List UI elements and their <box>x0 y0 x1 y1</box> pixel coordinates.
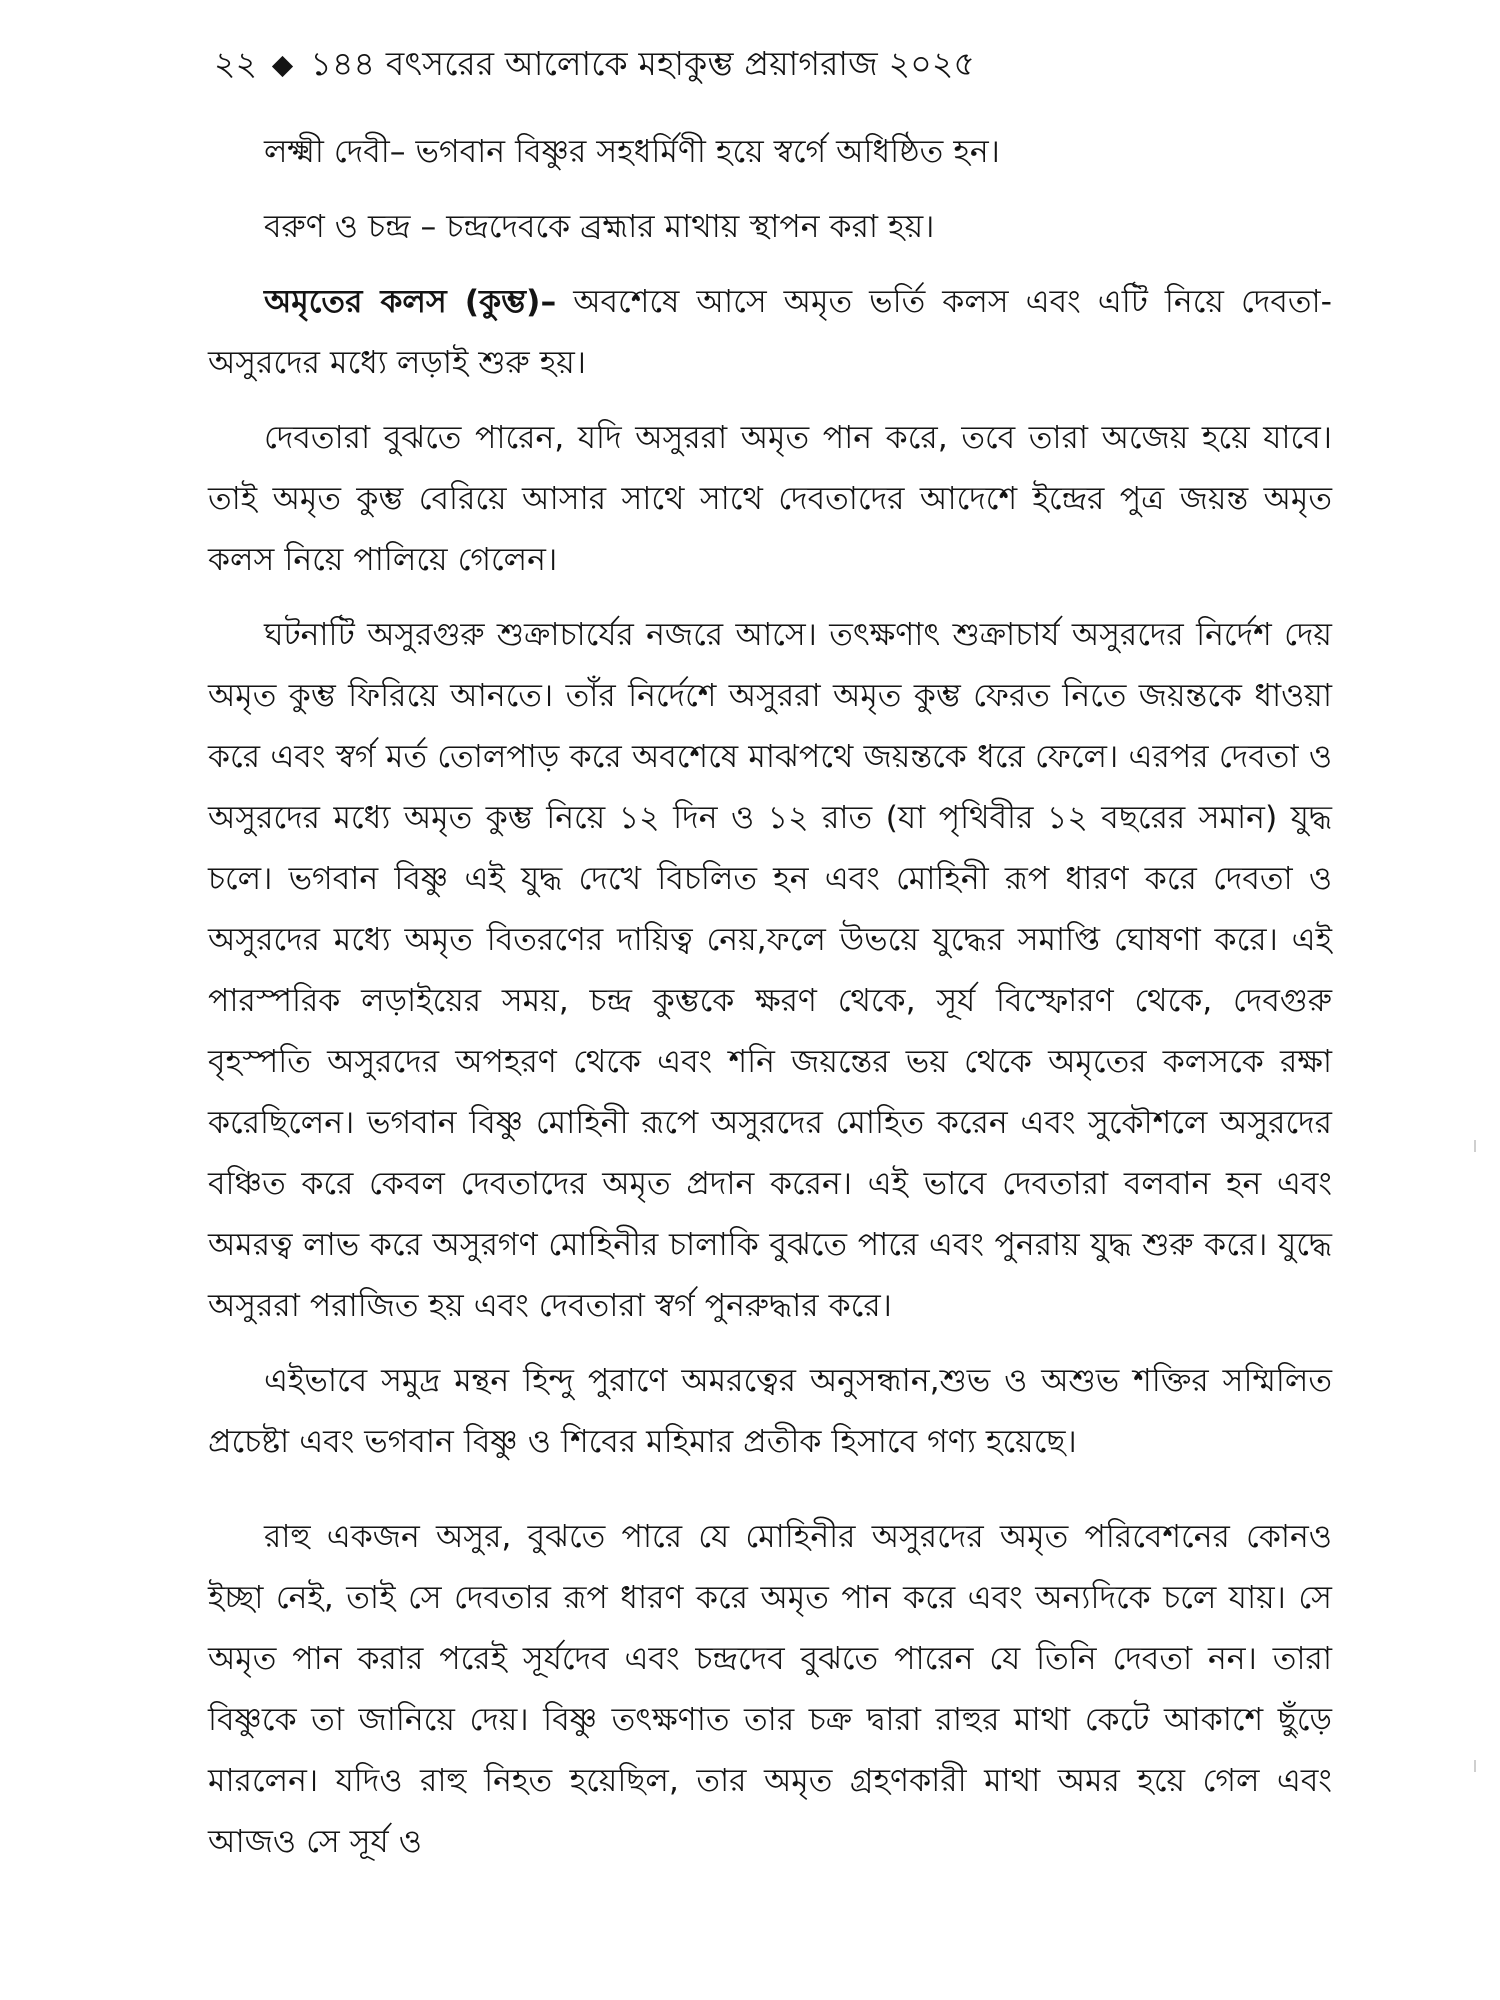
book-title: ১৪৪ বৎসরের আলোকে মহাকুম্ভ প্রয়াগরাজ ২০২৫ <box>310 44 976 83</box>
paragraph-rahu <box>208 1507 1332 1873</box>
paragraph-amrit-kalash <box>208 272 1332 394</box>
paragraph-text: অবশেষে আসে অমৃত ভর্তি কলস এবং এটি নিয়ে দেবতা-অসুরদের মধ্যে লড়াই শুরু হয়। <box>208 284 1332 381</box>
paragraph-samudra-manthan-summary <box>208 1351 1332 1473</box>
paragraph-varun-chandra <box>208 197 1332 258</box>
scan-speck <box>1474 1760 1476 1772</box>
body-text <box>208 122 1332 1887</box>
paragraph-shukracharya-war <box>208 605 1332 1337</box>
paragraph-text: রাহু একজন অসুর, বুঝতে পারে যে মোহিনীর অসুরদের অমৃত পরিবেশনের কোনও ইচ্ছা নেই, তাই সে দেবতার রূপ ধারণ করে অমৃত পান করে এবং অন্যদিকে চলে যায়। সে অমৃত পান করার পরেই সূর্যদেব এবং চন্দ্রদেব বুঝতে পারেন যে তিনি দেবতা নন। তারা বিষ্ণুকে তা জানিয়ে দেয়। বিষ্ণু তৎক্ষণাত তার চক্র দ্বারা রাহুর মাথা কেটে আকাশে ছুঁড়ে মারলেন। যদিও রাহু নিহত হয়েছিল, তার অমৃত গ্রহণকারী মাথা অমর হয়ে গেল এবং আজও সে সূর্য ও <box>208 1519 1332 1860</box>
paragraph-text: লক্ষ্মী দেবী– ভগবান বিষ্ণুর সহধর্মিণী হয়ে স্বর্গে অধিষ্ঠিত হন। <box>264 134 1000 170</box>
page-number: ২২ <box>214 44 258 83</box>
paragraph-text: দেবতারা বুঝতে পারেন, যদি অসুররা অমৃত পান করে, তবে তারা অজেয় হয়ে যাবে। তাই অমৃত কুম্ভ বেরিয়ে আসার সাথে সাথে দেবতাদের আদেশে ইন্দ্রের পুত্র জয়ন্ত অমৃত কলস নিয়ে পালিয়ে গেলেন। <box>208 420 1332 578</box>
paragraph-text: এইভাবে সমুদ্র মন্থন হিন্দু পুরাণে অমরত্বের অনুসন্ধান,শুভ ও অশুভ শক্তির সম্মিলিত প্রচেষ্টা এবং ভগবান বিষ্ণু ও শিবের মহিমার প্রতীক হিসাবে গণ্য হয়েছে। <box>208 1363 1332 1460</box>
running-head <box>214 40 1334 92</box>
paragraph-text: বরুণ ও চন্দ্র – চন্দ্রদেবকে ব্রহ্মার মাথায় স্থাপন করা হয়। <box>264 209 935 245</box>
scan-speck <box>1474 1140 1476 1152</box>
paragraph-devatas-realise <box>208 408 1332 591</box>
paragraph-lakshmi <box>208 122 1332 183</box>
diamond-ornament-icon <box>272 55 293 76</box>
paragraph-text: ঘটনাটি অসুরগুরু শুক্রাচার্যের নজরে আসে। তৎক্ষণাৎ শুক্রাচার্য অসুরদের নির্দেশ দেয় অমৃত কুম্ভ ফিরিয়ে আনতে। তাঁর নির্দেশে অসুররা অমৃত কুম্ভ ফেরত নিতে জয়ন্তকে ধাওয়া করে এবং স্বর্গ মর্ত তোলপাড় করে অবশেষে মাঝপথে জয়ন্তকে ধরে ফেলে। এরপর দেবতা ও অসুরদের মধ্যে অমৃত কুম্ভ নিয়ে ১২ দিন ও ১২ রাত (যা পৃথিবীর ১২ বছরের সমান) যুদ্ধ চলে। ভগবান বিষ্ণু এই যুদ্ধ দেখে বিচলিত হন এবং মোহিনী রূপ ধারণ করে দেবতা ও অসুরদের মধ্যে অমৃত বিতরণের দায়িত্ব নেয়,ফলে উভয়ে যুদ্ধের সমাপ্তি ঘোষণা করে। এই পারস্পরিক লড়াইয়ের সময়, চন্দ্র কুম্ভকে ক্ষরণ থেকে, সূর্য বিস্ফোরণ থেকে, দেবগুরু বৃহস্পতি অসুরদের অপহরণ থেকে এবং শনি জয়ন্তের ভয় থেকে অমৃতের কলসকে রক্ষা করেছিলেন। ভগবান বিষ্ণু মোহিনী রূপে অসুরদের মোহিত করেন এবং সুকৌশলে অসুরদের বঞ্চিত করে কেবল দেবতাদের অমৃত প্রদান করেন। এই ভাবে দেবতারা বলবান হন এবং অমরত্ব লাভ করে অসুরগণ মোহিনীর চালাকি বুঝতে পারে এবং পুনরায় যুদ্ধ শুরু করে। যুদ্ধে অসুররা পরাজিত হয় এবং দেবতারা স্বর্গ পুনরুদ্ধার করে। <box>208 617 1332 1324</box>
paragraph-lead-heading: অমৃতের কলস (কুম্ভ)– <box>264 284 557 320</box>
